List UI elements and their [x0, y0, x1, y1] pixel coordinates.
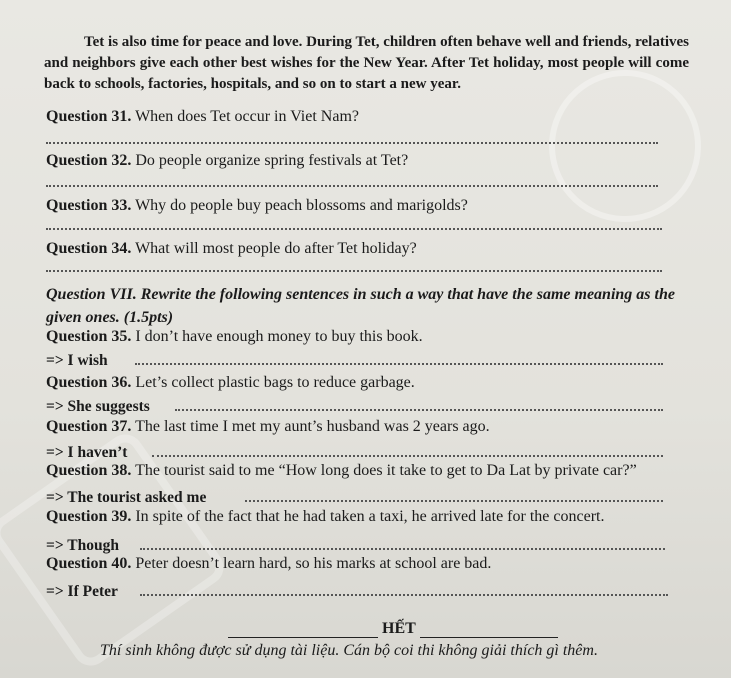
answer-line-31[interactable]: [46, 142, 658, 144]
question-37-label: Question 37.: [46, 418, 132, 435]
answer-36: [46, 398, 150, 416]
question-35-text: I don’t have enough money to buy this book.: [135, 328, 423, 345]
answer-line-35[interactable]: [135, 363, 663, 365]
question-36: [46, 374, 415, 392]
answer-line-34[interactable]: [46, 270, 662, 272]
answer-37-prompt: => I haven’t: [46, 444, 128, 461]
question-36-label: Question 36.: [46, 374, 132, 391]
answer-40: [46, 583, 118, 601]
answer-line-39[interactable]: [140, 548, 665, 550]
question-32-text: Do people organize spring festivals at Tet?: [135, 152, 409, 169]
answer-39-prompt: => Though: [46, 537, 119, 554]
question-31-label: Question 31.: [46, 108, 132, 125]
answer-38: [46, 489, 206, 507]
question-35: [46, 328, 423, 346]
footer-note: Thí sinh không được sử dụng tài liệu. Cán bộ coi thi không giải thích gì thêm.: [100, 642, 598, 659]
question-39-label: Question 39.: [46, 508, 132, 525]
question-31-text: When does Tet occur in Viet Nam?: [135, 108, 359, 125]
section-heading: Question VII. Rewrite the following sentences in such a way that have the same meaning as the given ones. (1.5pts): [46, 286, 675, 326]
question-33-label: Question 33.: [46, 197, 132, 214]
question-39-text: In spite of the fact that he had taken a taxi, he arrived late for the concert.: [135, 508, 605, 525]
answer-35-prompt: => I wish: [46, 352, 108, 369]
question-34-label: Question 34.: [46, 240, 132, 257]
question-40: [46, 555, 491, 573]
question-34-text: What will most people do after Tet holiday?: [135, 240, 417, 257]
answer-35: [46, 352, 108, 370]
answer-line-40[interactable]: [140, 594, 668, 596]
answer-36-prompt: => She suggests: [46, 398, 150, 415]
answer-line-38[interactable]: [245, 500, 663, 502]
answer-38-prompt: => The tourist asked me: [46, 489, 207, 506]
answer-line-37[interactable]: [152, 455, 663, 457]
question-38-label: Question 38.: [46, 462, 132, 479]
question-39: [46, 508, 604, 526]
question-33: [46, 197, 468, 215]
question-38-text: The tourist said to me “How long does it take to get to Da Lat by private car?”: [135, 462, 637, 479]
answer-39: [46, 537, 119, 555]
answer-37: [46, 444, 127, 462]
question-38: [46, 462, 637, 480]
question-40-label: Question 40.: [46, 555, 132, 572]
end-marker: HẾT: [382, 620, 416, 637]
end-line-right: [420, 637, 558, 638]
answer-line-33[interactable]: [46, 228, 662, 230]
answer-40-prompt: => If Peter: [46, 583, 118, 600]
question-31: [46, 108, 359, 126]
question-32-label: Question 32.: [46, 152, 132, 169]
question-33-text: Why do people buy peach blossoms and marigolds?: [135, 197, 468, 214]
question-37-text: The last time I met my aunt’s husband was 2 years ago.: [135, 418, 490, 435]
question-36-text: Let’s collect plastic bags to reduce garbage.: [135, 374, 415, 391]
answer-line-36[interactable]: [175, 409, 663, 411]
end-line-left: [228, 637, 378, 638]
question-34: [46, 240, 417, 258]
reading-passage: Tet is also time for peace and love. During Tet, children often behave well and friends, relatives and neighbors give each other best wishes for the New Year. After Tet holiday, most people will come back to schools, factories, hospitals, and so on to start a new year.: [44, 34, 689, 92]
question-40-text: Peter doesn’t learn hard, so his marks at school are bad.: [135, 555, 492, 572]
question-35-label: Question 35.: [46, 328, 132, 345]
question-32: [46, 152, 408, 170]
answer-line-32[interactable]: [46, 185, 658, 187]
question-37: [46, 418, 490, 436]
